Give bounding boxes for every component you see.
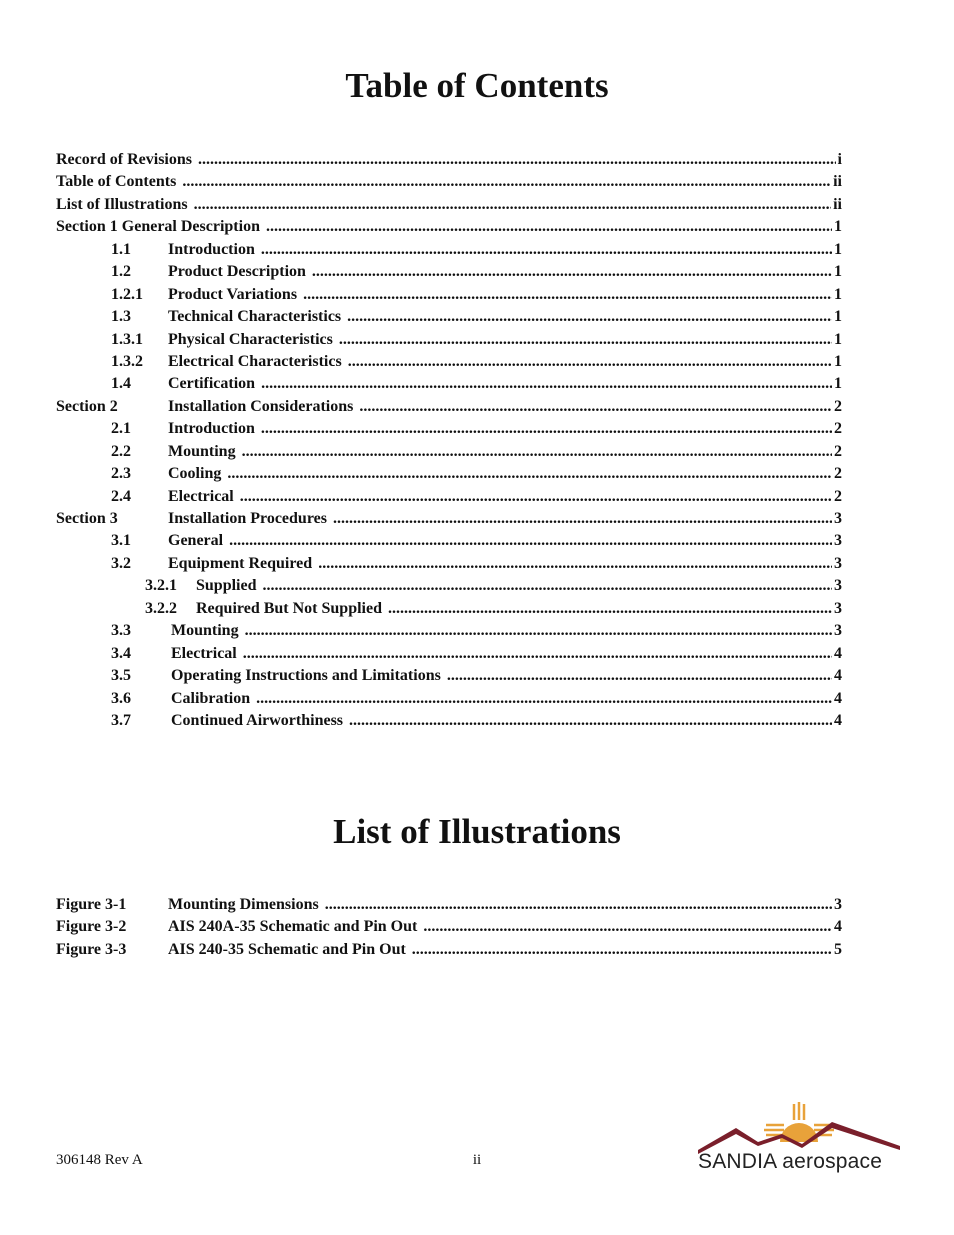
- toc-entry[interactable]: [56, 598, 842, 620]
- entry-number: Figure 3-2: [56, 918, 127, 936]
- dot-leader: [171, 710, 842, 732]
- toc-entry[interactable]: [56, 216, 842, 238]
- entry-page: 2: [832, 486, 842, 508]
- entry-page: i: [836, 149, 842, 171]
- entry-number: 3.3: [111, 622, 131, 640]
- entry-page: 2: [832, 463, 842, 485]
- dot-leader: [168, 916, 842, 938]
- toc-entry[interactable]: [56, 284, 842, 306]
- entry-title: Supplied: [196, 577, 257, 595]
- dot-leader: [56, 194, 842, 216]
- entry-page: 1: [832, 216, 842, 238]
- dot-leader: [171, 688, 842, 710]
- toc-entry[interactable]: [56, 508, 842, 530]
- entry-number: 3.2.2: [145, 599, 177, 617]
- loi-entry[interactable]: [56, 916, 842, 938]
- entry-number: 1.4: [111, 375, 131, 393]
- toc-entry[interactable]: [56, 194, 842, 216]
- dot-leader: [168, 306, 842, 328]
- entry-page: 3: [832, 553, 842, 575]
- toc-entry[interactable]: [56, 688, 842, 710]
- entry-title: Calibration: [171, 689, 251, 707]
- toc-entry[interactable]: [56, 575, 842, 597]
- toc-entry[interactable]: [56, 396, 842, 418]
- logo-text: SANDIA aerospace: [698, 1150, 883, 1173]
- toc-entry[interactable]: [56, 441, 842, 463]
- entry-page: 1: [832, 284, 842, 306]
- toc-entry[interactable]: [56, 710, 842, 732]
- entry-number: 2.1: [111, 420, 131, 438]
- loi-list: [56, 894, 842, 961]
- entry-page: 1: [832, 239, 842, 261]
- toc-title: Table of Contents: [345, 66, 609, 105]
- entry-title: Mounting Dimensions: [168, 896, 319, 913]
- entry-page: 3: [832, 894, 842, 916]
- entry-number: 3.2.1: [145, 577, 177, 595]
- entry-title: Product Description: [168, 263, 306, 281]
- entry-page: 4: [832, 643, 842, 665]
- entry-page: 3: [832, 508, 842, 530]
- dot-leader: [171, 643, 842, 665]
- entry-page: 4: [832, 688, 842, 710]
- dot-leader: [168, 530, 842, 552]
- dot-leader: [168, 284, 842, 306]
- entry-title: AIS 240A-35 Schematic and Pin Out: [168, 918, 418, 936]
- entry-title: Introduction: [168, 420, 255, 438]
- entry-page: 1: [832, 261, 842, 283]
- dot-leader: [168, 329, 842, 351]
- dot-leader: [168, 373, 842, 395]
- entry-number: Section 3: [56, 510, 118, 527]
- entry-number: 3.4: [111, 644, 131, 662]
- dot-leader: [56, 171, 842, 193]
- entry-page: 1: [832, 351, 842, 373]
- dot-leader: [56, 149, 842, 171]
- dot-leader: [168, 261, 842, 283]
- dot-leader: [168, 239, 842, 261]
- entry-page: ii: [831, 171, 842, 193]
- toc-entry[interactable]: [56, 665, 842, 687]
- entry-title: Equipment Required: [168, 554, 313, 572]
- entry-number: 3.6: [111, 689, 131, 707]
- entry-page: 4: [832, 710, 842, 732]
- toc-entry[interactable]: [56, 553, 842, 575]
- entry-title: Continued Airworthiness: [171, 711, 344, 729]
- loi-title: List of Illustrations: [333, 812, 621, 851]
- entry-number: 3.7: [111, 711, 131, 729]
- entry-title: General: [168, 532, 224, 550]
- toc-entry[interactable]: [56, 486, 842, 508]
- dot-leader: [171, 665, 842, 687]
- entry-title: Required But Not Supplied: [196, 599, 382, 617]
- dot-leader: [168, 463, 842, 485]
- entry-title: Technical Characteristics: [168, 308, 342, 326]
- entry-page: 3: [832, 530, 842, 552]
- toc-entry[interactable]: [56, 351, 842, 373]
- entry-title: Installation Considerations: [168, 397, 354, 415]
- dot-leader: [168, 418, 842, 440]
- toc-entry[interactable]: [56, 149, 842, 171]
- entry-title: Cooling: [168, 465, 222, 483]
- page-number: ii: [472, 1152, 482, 1168]
- toc-list: [56, 149, 842, 732]
- entry-title: Mounting: [171, 622, 239, 640]
- entry-page: 2: [832, 418, 842, 440]
- dot-leader: [56, 216, 842, 238]
- entry-title: AIS 240-35 Schematic and Pin Out: [168, 940, 406, 958]
- dot-leader: [168, 508, 842, 530]
- toc-entry[interactable]: [56, 530, 842, 552]
- dot-leader: [168, 351, 842, 373]
- entry-number: 1.2: [111, 263, 131, 281]
- entry-title: Table of Contents: [56, 173, 177, 191]
- entry-title: Electrical: [168, 487, 234, 505]
- dot-leader: [196, 598, 842, 620]
- entry-title: Installation Procedures: [168, 510, 327, 527]
- entry-title: Certification: [168, 375, 256, 393]
- toc-entry[interactable]: [56, 261, 842, 283]
- dot-leader: [168, 894, 842, 916]
- dot-leader: [168, 441, 842, 463]
- dot-leader: [196, 575, 842, 597]
- toc-entry[interactable]: [56, 620, 842, 642]
- entry-page: 2: [832, 441, 842, 463]
- entry-page: 2: [832, 396, 842, 418]
- entry-title: Record of Revisions: [56, 151, 192, 168]
- entry-title: List of Illustrations: [56, 195, 188, 213]
- dot-leader: [171, 620, 842, 642]
- entry-number: 2.2: [111, 442, 131, 460]
- entry-title: Electrical: [171, 644, 237, 662]
- toc-entry[interactable]: [56, 171, 842, 193]
- entry-page: ii: [831, 194, 842, 216]
- entry-number: Section 2: [56, 397, 118, 415]
- entry-page: 1: [832, 329, 842, 351]
- loi-entry[interactable]: [56, 939, 842, 961]
- toc-entry[interactable]: [56, 418, 842, 440]
- doc-number: 306148 Rev A: [56, 1152, 143, 1168]
- entry-number: 2.3: [111, 465, 131, 483]
- dot-leader: [168, 939, 842, 961]
- toc-entry[interactable]: [56, 306, 842, 328]
- entry-number: 1.3: [111, 308, 131, 326]
- entry-title: Section 1 General Description: [56, 218, 260, 236]
- toc-entry[interactable]: [56, 329, 842, 351]
- entry-page: 3: [832, 575, 842, 597]
- entry-page: 4: [832, 916, 842, 938]
- entry-title: Product Variations: [168, 285, 298, 303]
- entry-number: 2.4: [111, 487, 131, 505]
- entry-number: 1.1: [111, 240, 131, 258]
- entry-title: Operating Instructions and Limitations: [171, 667, 441, 685]
- entry-title: Introduction: [168, 240, 255, 258]
- loi-entry[interactable]: [56, 894, 842, 916]
- entry-title: Mounting: [168, 442, 236, 460]
- entry-number: 3.2: [111, 554, 131, 572]
- dot-leader: [168, 553, 842, 575]
- toc-entry[interactable]: [56, 239, 842, 261]
- toc-entry[interactable]: [56, 373, 842, 395]
- entry-title: Electrical Characteristics: [168, 352, 342, 370]
- entry-number: Figure 3-1: [56, 896, 127, 913]
- entry-number: 1.3.1: [111, 330, 143, 348]
- entry-number: 1.2.1: [111, 285, 143, 303]
- toc-entry[interactable]: [56, 463, 842, 485]
- entry-page: 1: [832, 306, 842, 328]
- entry-page: 4: [832, 665, 842, 687]
- entry-title: Physical Characteristics: [168, 330, 333, 348]
- entry-number: Figure 3-3: [56, 940, 127, 958]
- dot-leader: [168, 396, 842, 418]
- entry-page: 1: [832, 373, 842, 395]
- dot-leader: [168, 486, 842, 508]
- entry-page: 3: [832, 620, 842, 642]
- entry-page: 5: [832, 939, 842, 961]
- entry-number: 3.5: [111, 667, 131, 685]
- entry-number: 3.1: [111, 532, 131, 550]
- entry-page: 3: [832, 598, 842, 620]
- entry-number: 1.3.2: [111, 352, 143, 370]
- toc-entry[interactable]: [56, 643, 842, 665]
